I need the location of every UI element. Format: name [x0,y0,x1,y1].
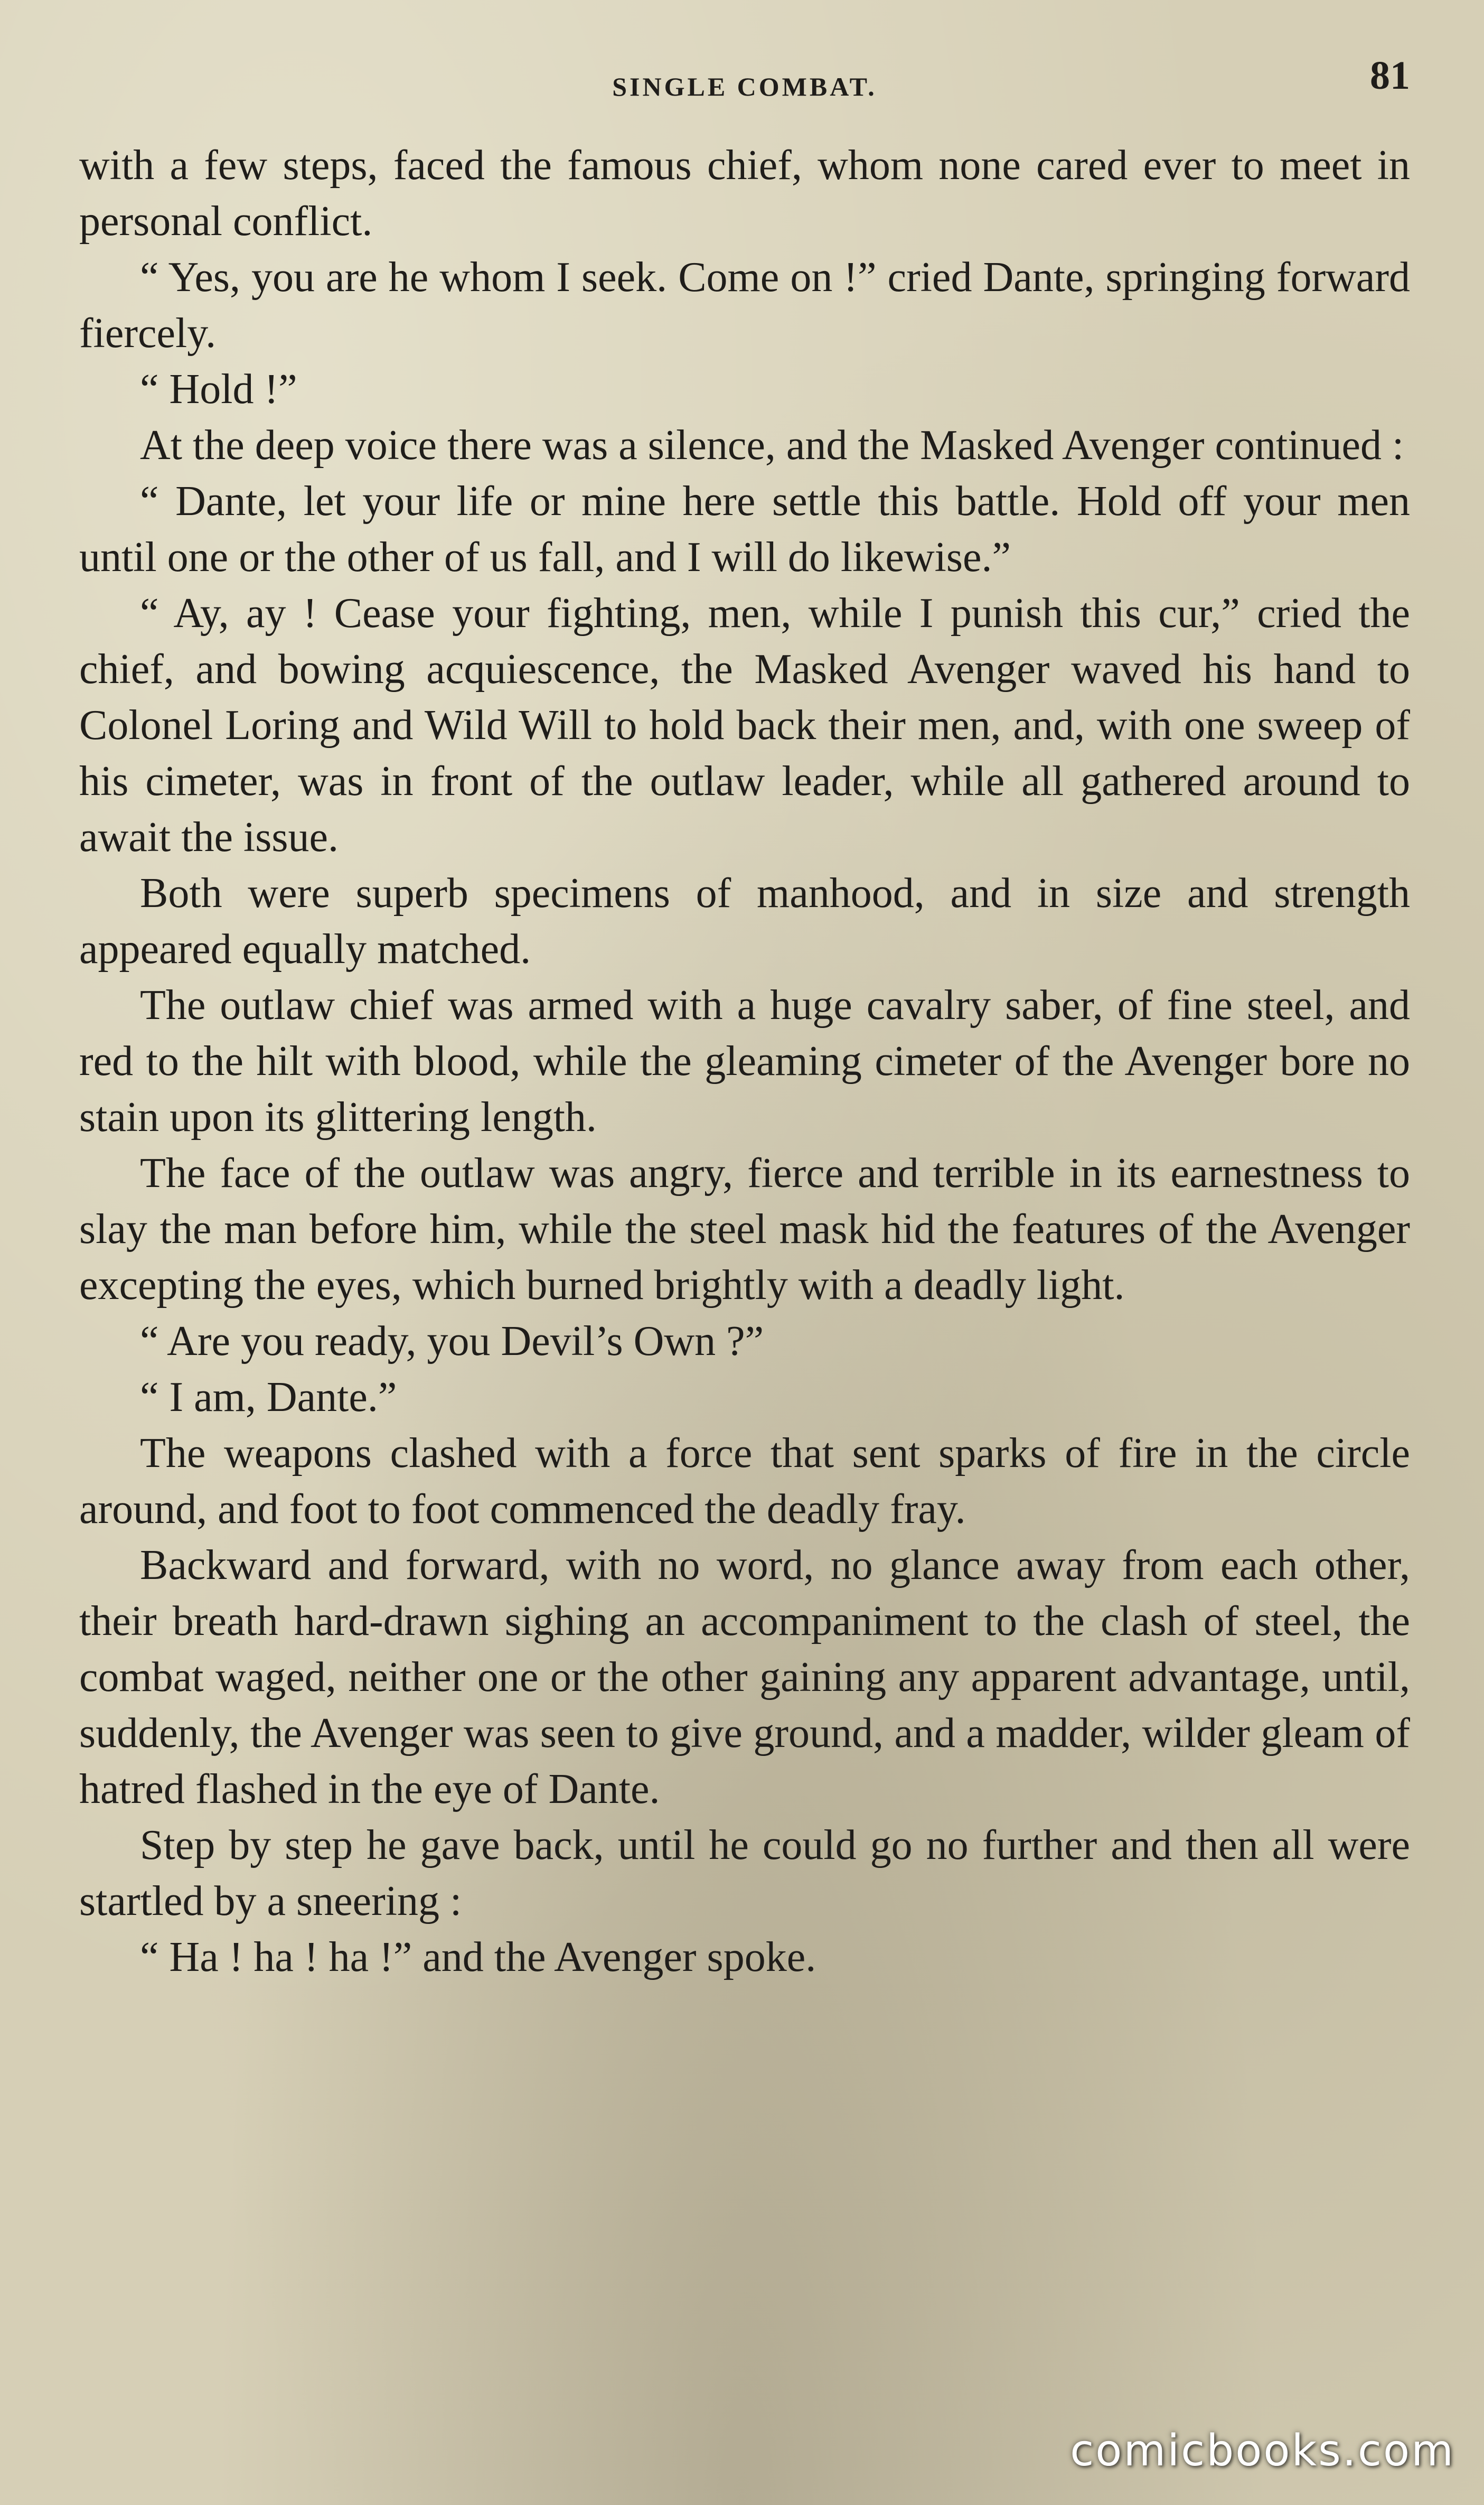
body-text [79,137,1410,1985]
paragraph: “ Ha ! ha ! ha !” and the Avenger spoke. [140,1934,816,1980]
book-page [79,42,1410,2462]
paragraph: Both were superb specimens of manhood, and in size and strength appeared equally matched. [79,870,1410,973]
paragraph: The outlaw chief was armed with a huge cavalry saber, of fine steel, and red to the hilt with blood, while the gleaming cimeter of the Avenger bore no stain upon its glittering length. [79,982,1410,1141]
watermark: comicbooks.com [1070,2426,1455,2476]
paragraph: Backward and forward, with no word, no glance away from each other, their breath hard-drawn sighing an accompaniment to the clash of steel, the combat waged, neither one or the other gaining any apparent advantage, until, suddenly, the Avenger was seen to give ground, and a madder, wilder gleam of hatred flashed in the eye of Dante. [79,1542,1410,1812]
paragraph: “ Yes, you are he whom I seek. Come on !” cried Dante, springing forward fiercely. [79,254,1410,357]
paragraph: with a few steps, faced the famous chief, whom none cared ever to meet in personal conflict. [79,142,1410,245]
running-head-title: SINGLE COMBAT. [612,72,877,101]
paragraph: The weapons clashed with a force that sent sparks of fire in the circle around, and foot to foot commenced the deadly fray. [79,1430,1410,1532]
paragraph: At the deep voice there was a silence, and the Masked Avenger continued : [140,422,1404,469]
page-number: 81 [1370,53,1410,98]
paragraph: Step by step he gave back, until he could go no further and then all were startled by a sneering : [79,1822,1410,1924]
paragraph: “ Are you ready, you Devil’s Own ?” [140,1318,764,1364]
paragraph: The face of the outlaw was angry, fierce and terrible in its earnestness to slay the man before him, while the steel mask hid the features of the Avenger excepting the eyes, which burned brightly with a deadly light. [79,1150,1410,1308]
running-head [79,42,1410,137]
paragraph: “ Ay, ay ! Cease your fighting, men, while I punish this cur,” cried the chief, and bowing acquiescence, the Masked Avenger waved his hand to Colonel Loring and Wild Will to hold back their men, and, with one sweep of his cimeter, was in front of the outlaw leader, while all gathered around to await the issue. [79,590,1410,861]
paragraph: “ I am, Dante.” [140,1374,397,1420]
paragraph: “ Hold !” [140,366,297,413]
paragraph: “ Dante, let your life or mine here settle this battle. Hold off your men until one or the other of us fall, and I will do likewise.” [79,478,1410,581]
